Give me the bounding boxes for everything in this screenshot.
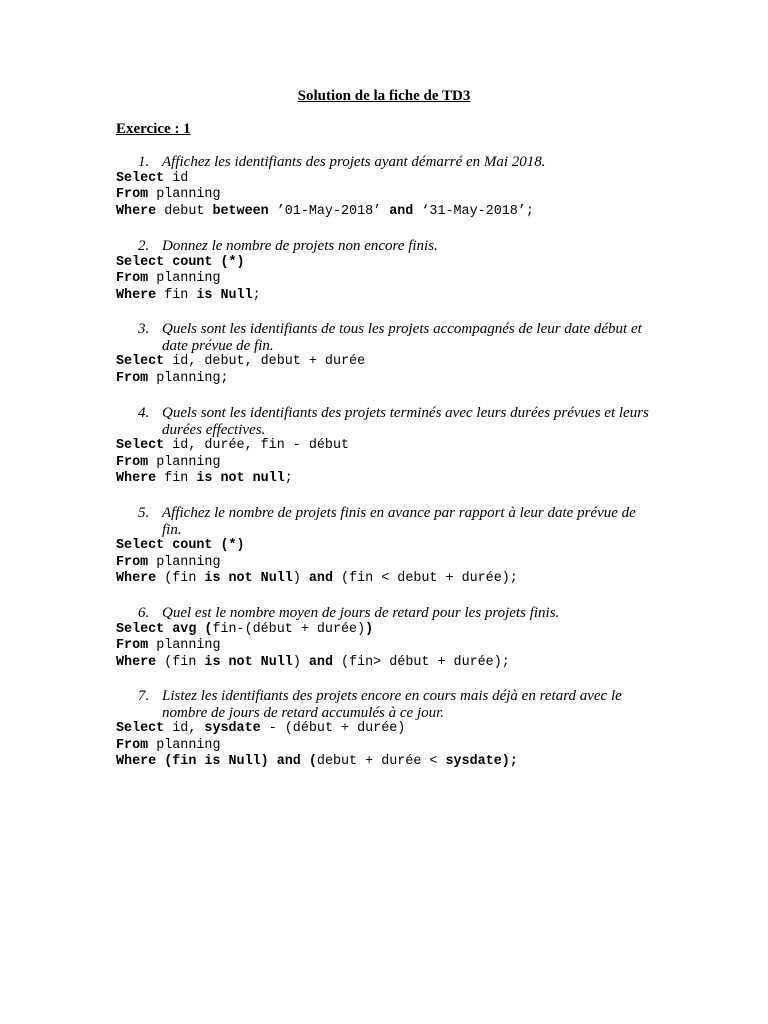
sql-text: planning; <box>148 370 229 386</box>
question-label: Listez les identifiants des projets encore en cours mais déjà en retard avec le nombre de jours de retard accumulés à ce jour. <box>162 688 622 721</box>
sql-keyword: is not null <box>196 471 285 487</box>
sql-line <box>116 255 768 272</box>
sql-text: ) <box>292 571 309 587</box>
sql-keyword: and <box>308 571 333 587</box>
sql-text: fin <box>156 287 197 303</box>
question-number: 5. <box>138 505 150 521</box>
sql-keyword: sysdate); <box>445 754 518 770</box>
sql-keyword: Where <box>116 471 157 487</box>
question-text <box>138 405 652 438</box>
sql-keyword: Where <box>116 654 157 670</box>
sql-line <box>116 371 768 388</box>
sql-code <box>116 622 768 672</box>
sql-text: id, debut, debut + durée <box>164 354 366 369</box>
question-block-2 <box>0 238 768 304</box>
sql-line <box>116 455 768 472</box>
sql-line <box>116 288 768 305</box>
sql-line <box>116 754 768 771</box>
sql-text: ; <box>252 287 261 303</box>
sql-code <box>116 438 768 488</box>
sql-text: planning <box>148 737 221 753</box>
sql-keyword: is Null <box>196 287 253 303</box>
sql-keyword: From <box>116 638 149 654</box>
sql-text: ; <box>284 471 293 487</box>
sql-keyword: Where (fin is Null) and ( <box>116 754 317 770</box>
sql-line <box>116 171 768 188</box>
sql-text: fin-(début + durée) <box>212 621 366 637</box>
sql-text: (fin < debut + durée); <box>333 571 518 587</box>
sql-keyword: is not Null <box>204 571 293 587</box>
sql-text: planning <box>148 638 221 654</box>
sql-code <box>116 721 768 771</box>
question-label: Quels sont les identifiants des projets terminés avec leurs durées prévues et leurs durées effectives. <box>162 405 649 438</box>
sql-text: ) <box>292 654 309 670</box>
sql-text: planning <box>148 554 221 570</box>
sql-line <box>116 438 768 455</box>
question-text <box>138 238 652 255</box>
sql-text: ’01-May-2018’ <box>268 203 390 219</box>
sql-keyword: Select count (*) <box>116 538 245 553</box>
sql-line <box>116 571 768 588</box>
sql-keyword: Where <box>116 203 157 219</box>
sql-line <box>116 204 768 221</box>
question-label: Quels sont les identifiants de tous les projets accompagnés de leur date début et date prévue de fin. <box>162 321 642 354</box>
question-block-6 <box>0 605 768 671</box>
sql-keyword: Where <box>116 287 157 303</box>
sql-line <box>116 638 768 655</box>
sql-keyword: From <box>116 554 149 570</box>
sql-code <box>116 171 768 221</box>
question-text <box>138 321 652 354</box>
sql-keyword: and <box>389 203 414 219</box>
sql-text: debut <box>156 203 213 219</box>
sql-text: ‘31-May-2018’; <box>413 203 534 219</box>
sql-line <box>116 738 768 755</box>
question-label: Donnez le nombre de projets non encore finis. <box>162 238 438 254</box>
question-block-1 <box>0 154 768 220</box>
question-block-7 <box>0 688 768 771</box>
sql-text: planning <box>148 271 221 287</box>
question-number: 3. <box>138 321 150 337</box>
question-block-5 <box>0 505 768 588</box>
sql-keyword: From <box>116 737 149 753</box>
question-text <box>138 154 652 171</box>
sql-keyword: Select <box>116 438 165 453</box>
sql-keyword: and <box>308 654 333 670</box>
question-number: 6. <box>138 605 150 621</box>
sql-text: fin <box>156 471 197 487</box>
sql-keyword: From <box>116 370 149 386</box>
sql-text: id, <box>164 721 205 736</box>
question-block-4 <box>0 405 768 488</box>
sql-line <box>116 471 768 488</box>
sql-keyword: From <box>116 187 149 203</box>
sql-text: (fin <box>156 571 205 587</box>
sql-line <box>116 187 768 204</box>
sql-text: id, durée, fin - début <box>164 438 350 453</box>
sql-text: planning <box>148 454 221 470</box>
sql-text: (fin <box>156 654 205 670</box>
sql-keyword: Where <box>116 571 157 587</box>
question-number: 1. <box>138 154 150 170</box>
exercise-heading: Exercice : 1 <box>116 121 191 137</box>
question-label: Quel est le nombre moyen de jours de retard pour les projets finis. <box>162 605 560 621</box>
question-number: 2. <box>138 238 150 254</box>
sql-line <box>116 721 768 738</box>
sql-code <box>116 354 768 387</box>
sql-text: planning <box>148 187 221 203</box>
sql-keyword: is not Null <box>204 654 293 670</box>
sql-keyword: Select avg ( <box>116 621 213 637</box>
question-number: 7. <box>138 688 150 704</box>
sql-code <box>116 538 768 588</box>
sql-keyword: between <box>212 203 269 219</box>
document-title: Solution de la fiche de TD3 <box>297 88 471 104</box>
question-text <box>138 505 652 538</box>
sql-keyword: Select <box>116 170 165 186</box>
question-label: Affichez le nombre de projets finis en avance par rapport à leur date prévue de fin. <box>162 505 636 538</box>
sql-keyword: ) <box>365 621 374 637</box>
sql-keyword: Select <box>116 721 165 736</box>
sql-line <box>116 271 768 288</box>
sql-text: (fin> début + durée); <box>333 654 510 670</box>
sql-text: id <box>164 170 189 186</box>
sql-code <box>116 255 768 305</box>
sql-line <box>116 555 768 572</box>
sql-keyword: Select <box>116 354 165 369</box>
sql-line <box>116 538 768 555</box>
sql-line <box>116 655 768 672</box>
question-number: 4. <box>138 405 150 421</box>
sql-line <box>116 622 768 639</box>
question-label: Affichez les identifiants des projets ayant démarré en Mai 2018. <box>162 154 546 170</box>
sql-keyword: sysdate <box>204 721 261 736</box>
question-text <box>138 688 652 721</box>
sql-keyword: From <box>116 271 149 287</box>
sql-keyword: Select count (*) <box>116 254 245 270</box>
question-text <box>138 605 652 622</box>
sql-text: - (début + durée) <box>260 721 406 736</box>
question-block-3 <box>0 321 768 387</box>
sql-line <box>116 354 768 371</box>
sql-text: debut + durée < <box>316 754 446 770</box>
sql-keyword: From <box>116 454 149 470</box>
